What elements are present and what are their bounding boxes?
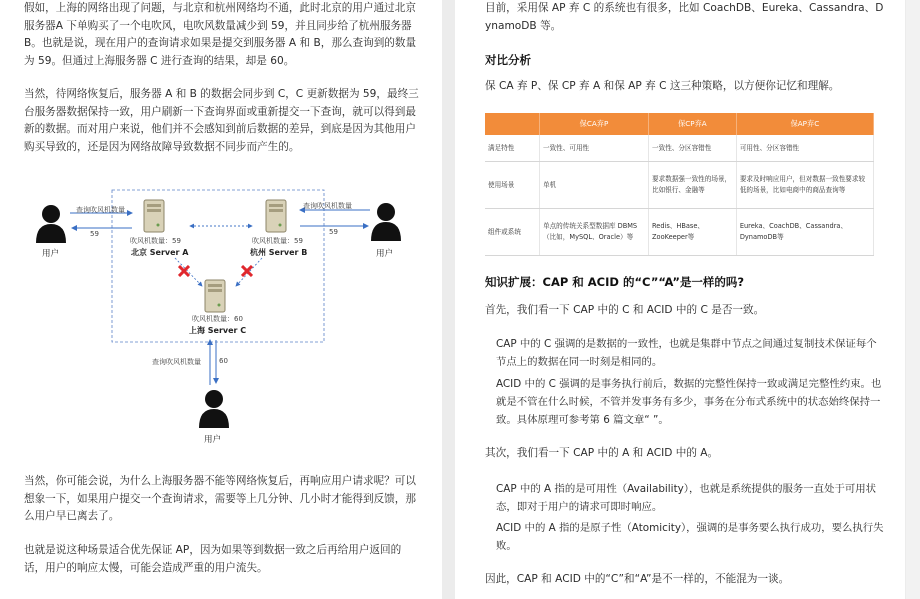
acid-a-paragraph: ACID 中的 A 指的是原子性（Atomicity），强调的是事务要么执行成功，要么执行失败。 xyxy=(496,522,884,552)
table-row xyxy=(485,135,874,162)
user-icon xyxy=(369,201,403,241)
network-failure-cross-icon xyxy=(178,265,190,277)
table-cell: 满足特性 xyxy=(485,135,540,162)
response-value: 60 xyxy=(219,357,228,365)
table-cell: 单点的传统关系型数据库 DBMS（比如，MySQL、Oracle）等 xyxy=(540,209,649,256)
table-cell: 组件或系统 xyxy=(485,209,540,256)
cap-c-paragraph: CAP 中的 C 强调的是数据的一致性，也就是集群中节点之间通过复制技术保证每个节点上的数据在同一时刻是相同的。 xyxy=(496,338,877,368)
then-a-paragraph: 其次，我们看一下 CAP 中的 A 和 ACID 中的 A。 xyxy=(485,447,719,459)
table-cell: Redis、HBase、ZooKeeper等 xyxy=(649,209,737,256)
user-label: 用户 xyxy=(376,249,394,259)
left-paragraph-4: 也就是说这种场景适合优先保证 AP，因为如果等到数据一致之后再给用户返回的话，用户的响应太慢，可能会造成严重的用户流失。 xyxy=(24,544,402,574)
user-label: 用户 xyxy=(42,249,60,259)
table-header-row xyxy=(485,113,874,135)
query-label: 查询吹风机数量 xyxy=(76,206,125,214)
table-row xyxy=(485,162,874,209)
query-label: 查询吹风机数量 xyxy=(303,202,352,210)
query-label: 查询吹风机数量 xyxy=(152,358,201,366)
left-paragraph-1: 假如，上海的网络出现了问题，与北京和杭州网络均不通，此时北京的用户通过北京服务器A 下单购买了一个电吹风，电吹风数量减少到 59，并且同步给了杭州服务器 B。也就是说，现在用户的查询请求如果是提交到服务器 A 和 B，那么查询到的数量为 59。但通过上海服务器 C 进行查询的结果，却是 60。 xyxy=(24,2,417,67)
user-label: 用户 xyxy=(204,435,222,445)
left-paragraph-3: 当然，你可能会说，为什么上海服务器不能等网络恢复后，再响应用户请求呢？可以想象一下，如果用户提交一个查询请求，需要等上几分钟、几小时才能得到反馈，那么用户早已离去了。 xyxy=(24,475,416,522)
table-header-cell: 保AP弃C xyxy=(736,113,873,135)
left-paragraph-2: 当然，待网络恢复后，服务器 A 和 B 的数据会同步到 C，C 更新数据为 59，最终三台服务器数据保持一致，用户刷新一下查询界面或重新提交一下查询，就可以得到最新的数据。而对用户来说，他们并不会感知到前后数据的差异，到底是因为其他用户购买导致的，还是因为网络故障导致数据不同步而产生的。 xyxy=(24,88,419,153)
right-intro: 目前，采用保 AP 弃 C 的系统也有很多，比如 CoachDB、Eureka、Cassandra、DynamoDB 等。 xyxy=(485,2,884,32)
comparison-table xyxy=(485,113,874,256)
server-icon xyxy=(262,198,290,234)
response-value: 59 xyxy=(329,228,338,236)
network-failure-cross-icon xyxy=(241,265,253,277)
server-icon xyxy=(140,198,168,234)
server-b-stock: 吹风机数量：59 xyxy=(252,237,303,245)
server-a-name: 北京 Server A xyxy=(131,248,189,257)
table-cell: 要求数据强一致性的场景，比如银行、金融等 xyxy=(649,162,737,209)
server-a-stock: 吹风机数量：59 xyxy=(130,237,181,245)
server-c-stock: 吹风机数量：60 xyxy=(192,315,243,323)
extension-title: 知识扩展：CAP 和 ACID 的“C”“A”是一样的吗? xyxy=(485,275,745,289)
user-icon xyxy=(197,388,231,428)
table-header-cell: 保CA弃P xyxy=(540,113,649,135)
section-paragraph: 保 CA 弃 P、保 CP 弃 A 和保 AP 弃 C 这三种策略，以方便你记忆和理解。 xyxy=(485,80,840,92)
user-icon xyxy=(34,203,68,243)
scrollbar[interactable] xyxy=(906,0,920,599)
table-header-cell: 保CP弃A xyxy=(649,113,737,135)
server-icon xyxy=(201,278,229,314)
server-b-name: 杭州 Server B xyxy=(250,248,308,257)
table-cell: 使用场景 xyxy=(485,162,540,209)
table-cell: 单机 xyxy=(540,162,649,209)
response-value: 59 xyxy=(90,230,99,238)
table-cell: 要求及时响应用户，但对数据一致性要求较低的场景，比如电商中的商品查询等 xyxy=(736,162,873,209)
table-cell: 可用性、分区容错性 xyxy=(736,135,873,162)
table-header-cell xyxy=(485,113,540,135)
conclusion-paragraph: 因此，CAP 和 ACID 中的“C”和“A”是不一样的，不能混为一谈。 xyxy=(485,573,790,585)
first-c-paragraph: 首先，我们看一下 CAP 中的 C 和 ACID 中的 C 是否一致。 xyxy=(485,304,765,316)
table-cell: 一致性、分区容错性 xyxy=(649,135,737,162)
table-row xyxy=(485,209,874,256)
section-title: 对比分析 xyxy=(485,53,531,67)
table-cell: Eureka、CoachDB、Cassandra、DynamoDB等 xyxy=(736,209,873,256)
acid-c-paragraph: ACID 中的 C 强调的是事务执行前后，数据的完整性保持一致或满足完整性约束。也就是不管在什么时候，不管并发事务有多少，事务在分布式系统中的状态始终保持一致。具体原理可参考第 6 篇文章“ ”。 xyxy=(496,378,882,426)
table-cell: 一致性、可用性 xyxy=(540,135,649,162)
server-c-name: 上海 Server C xyxy=(189,326,247,335)
cap-a-paragraph: CAP 中的 A 指的是可用性（Availability），也就是系统提供的服务一直处于可用状态，即对于用户的请求可即时响应。 xyxy=(496,483,877,513)
